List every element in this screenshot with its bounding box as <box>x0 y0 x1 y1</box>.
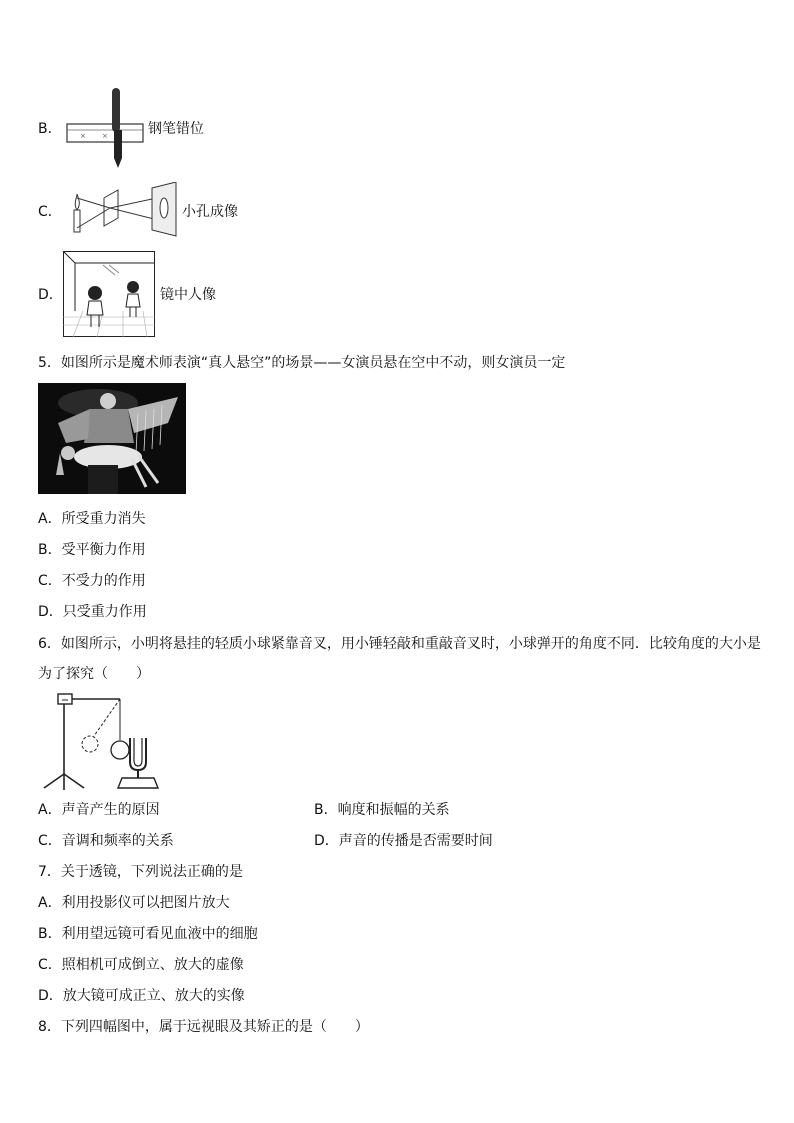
q5-option-d: D．只受重力作用 <box>38 604 147 620</box>
mirror-image-figure <box>63 251 155 337</box>
pen-in-glass-figure <box>66 88 146 168</box>
q4-option-c-letter: C． <box>38 204 62 220</box>
q4-option-c-caption: 小孔成像 <box>182 204 238 220</box>
q6-option-a: A．声音产生的原因 <box>38 802 160 818</box>
q4-option-b-letter: B． <box>38 121 62 137</box>
q5-option-c: C．不受力的作用 <box>38 573 146 589</box>
q4-option-d-caption: 镜中人像 <box>160 287 216 303</box>
svg-text:×: × <box>80 132 86 140</box>
pinhole-imaging-figure <box>68 182 178 238</box>
q4-option-d-letter: D． <box>38 287 63 303</box>
q7-option-d: D．放大镜可成正立、放大的实像 <box>38 988 245 1004</box>
q4-option-b-caption: 钢笔错位 <box>148 121 204 137</box>
q8-stem: 8．下列四幅图中，属于远视眼及其矫正的是（ ） <box>38 1019 369 1035</box>
q5-stem: 5．如图所示是魔术师表演“真人悬空”的场景——女演员悬在空中不动，则女演员一定 <box>38 355 566 371</box>
svg-text:×: × <box>102 132 108 140</box>
levitation-magic-photo <box>38 383 186 494</box>
q6-option-b: B．响度和振幅的关系 <box>314 802 450 818</box>
tuning-fork-pendulum-figure <box>38 690 166 794</box>
q6-option-d: D．声音的传播是否需要时间 <box>314 833 493 849</box>
q6-stem-line1: 6．如图所示，小明将悬挂的轻质小球紧靠音叉，用小锤轻敲和重敲音叉时，小球弹开的角度不同．比较角度的大小是 <box>38 636 761 652</box>
q7-stem: 7．关于透镜，下列说法正确的是 <box>38 864 243 880</box>
q7-option-a: A．利用投影仪可以把图片放大 <box>38 895 230 911</box>
q7-option-c: C．照相机可成倒立、放大的虚像 <box>38 957 244 973</box>
q5-option-b: B．受平衡力作用 <box>38 542 146 558</box>
q6-stem-line2: 为了探究（ ） <box>38 666 150 682</box>
q7-option-b: B．利用望远镜可看见血液中的细胞 <box>38 926 258 942</box>
q5-option-a: A．所受重力消失 <box>38 511 146 527</box>
q6-option-c: C．音调和频率的关系 <box>38 833 174 849</box>
